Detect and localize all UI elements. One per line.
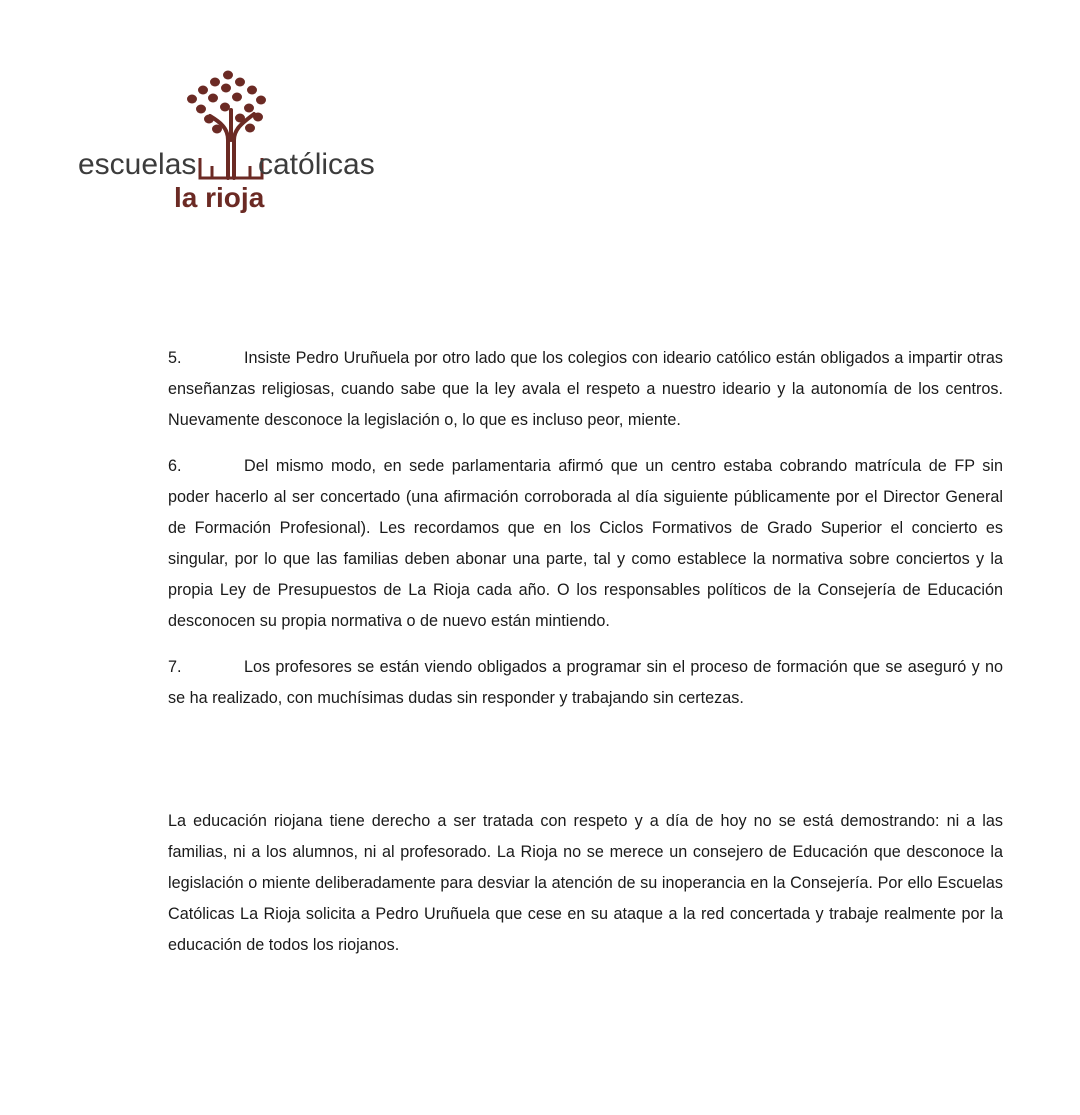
paragraph-text: Los profesores se están viendo obligados a programar sin el proceso de formación que se aseguró y no se ha realizado, con muchísimas dudas sin responder y trabajando sin certezas. <box>168 658 1003 707</box>
numbered-paragraph-7 <box>168 652 1003 714</box>
numbered-paragraph-6 <box>168 451 1003 637</box>
escuelas-catolicas-logo <box>74 66 394 216</box>
logo-word-catolicas: católicas <box>258 148 375 181</box>
paragraph-number: 5. <box>168 349 182 367</box>
logo-word-escuelas: escuelas <box>78 148 197 181</box>
section-spacer <box>168 729 1003 806</box>
paragraph-number: 7. <box>168 658 182 676</box>
closing-paragraph: La educación riojana tiene derecho a ser tratada con respeto y a día de hoy no se está demostrando: ni a las familias, ni a los alumnos, ni al profesorado. La Rioja no se merece un consejero de Educación que desconoce la legislación o miente deliberadamente para desviar la atención de su inoperancia en la Consejería. Por ello Escuelas Católicas La Rioja solicita a Pedro Uruñuela que cese en su ataque a la red concertada y trabaje realmente por la educación de todos los riojanos. <box>168 812 1003 954</box>
paragraph-text: Del mismo modo, en sede parlamentaria afirmó que un centro estaba cobrando matrícula de FP sin poder hacerlo al ser concertado (una afirmación corroborada al día siguiente públicamente por el Director General de Formación Profesional). Les recordamos que en los Ciclos Formativos de Grado Superior el concierto es singular, por lo que las familias deben abonar una parte, tal y como establece la normativa sobre conciertos y la propia Ley de Presupuestos de La Rioja cada año. O los responsables políticos de la Consejería de Educación desconocen su propia normativa o de nuevo están mintiendo. <box>168 457 1003 630</box>
logo-word-la-rioja: la rioja <box>174 182 265 213</box>
document-body <box>168 343 1003 976</box>
paragraph-text: Insiste Pedro Uruñuela por otro lado que los colegios con ideario católico están obligados a impartir otras enseñanzas religiosas, cuando sabe que la ley avala el respeto a nuestro ideario y la autonomía de los centros. Nuevamente desconoce la legislación o, lo que es incluso peor, miente. <box>168 349 1003 429</box>
paragraph-number: 6. <box>168 457 182 475</box>
numbered-paragraph-5 <box>168 343 1003 436</box>
